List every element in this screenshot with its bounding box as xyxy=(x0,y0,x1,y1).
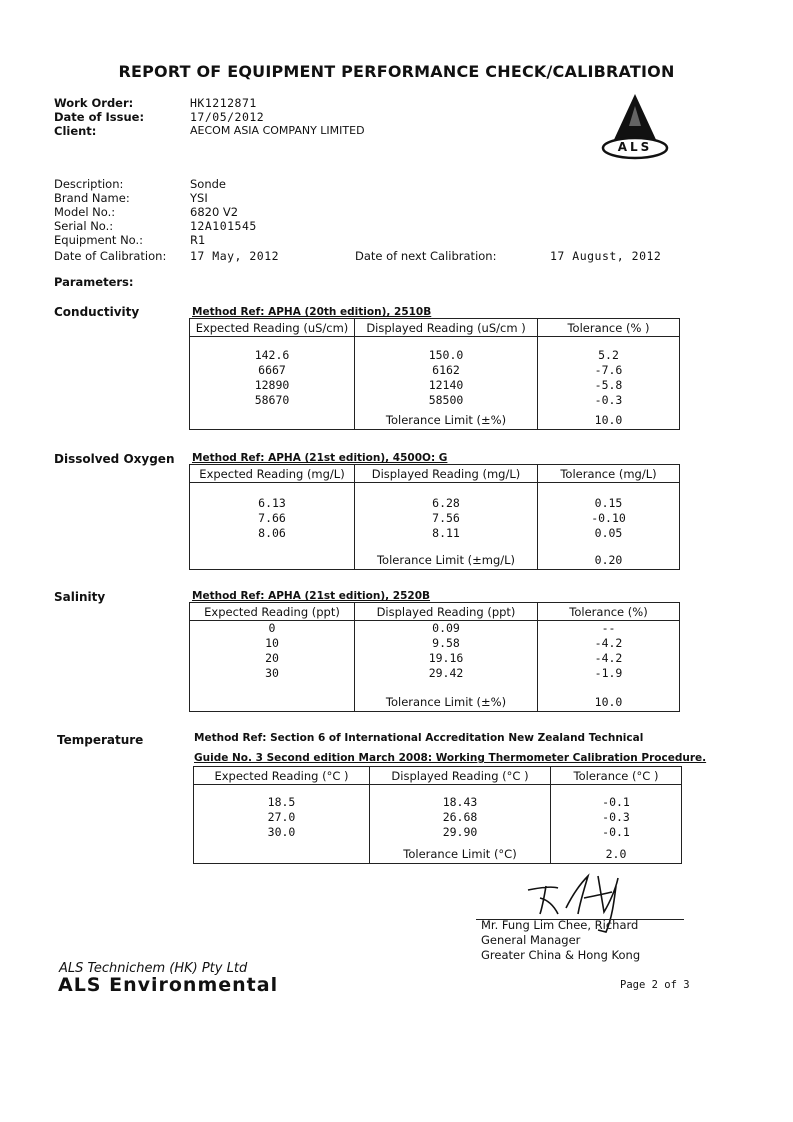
tolerance-value: -0.10 xyxy=(591,511,626,525)
salinity-heading: Salinity xyxy=(54,590,106,604)
tolerance-value: -5.8 xyxy=(594,378,623,392)
header-tolerance: Tolerance (mg/L) xyxy=(538,465,680,483)
header-tolerance: Tolerance (°C ) xyxy=(551,767,682,785)
displayed-value: 19.16 xyxy=(428,651,464,665)
expected-value: 142.6 xyxy=(254,348,290,362)
displayed-value: 6162 xyxy=(432,363,460,377)
client-value: AECOM ASIA COMPANY LIMITED xyxy=(190,124,365,137)
displayed-cell xyxy=(355,483,538,570)
displayed-value: 150.0 xyxy=(428,348,464,362)
header-displayed: Displayed Reading (uS/cm ) xyxy=(355,319,538,337)
header-tolerance: Tolerance (% ) xyxy=(538,319,680,337)
tolerance-value: -- xyxy=(601,621,616,635)
header-tolerance: Tolerance (%) xyxy=(538,603,680,621)
tolerance-value: 5.2 xyxy=(598,348,619,362)
description-value: Sonde xyxy=(190,177,226,191)
tolerance-cell xyxy=(538,483,680,570)
next-calibration-label: Date of next Calibration: xyxy=(355,249,497,263)
signatory-title: General Manager xyxy=(481,933,581,947)
header-expected: Expected Reading (ppt) xyxy=(190,603,355,621)
signatory-name: Mr. Fung Lim Chee, Richard xyxy=(481,918,639,932)
header-displayed: Displayed Reading (°C ) xyxy=(370,767,551,785)
tolerance-value: -4.2 xyxy=(594,636,623,650)
tolerance-value: -0.3 xyxy=(594,393,623,407)
page-number: Page 2 of 3 xyxy=(620,979,690,991)
expected-value: 7.66 xyxy=(258,511,286,525)
tolerance-value: -7.6 xyxy=(594,363,623,377)
expected-value: 18.5 xyxy=(267,795,296,809)
description-label: Description: xyxy=(54,177,124,191)
tolerance-cell xyxy=(538,621,680,712)
signatory-region: Greater China & Hong Kong xyxy=(481,948,641,962)
displayed-value: 26.68 xyxy=(442,810,478,824)
header-expected: Expected Reading (°C ) xyxy=(194,767,370,785)
displayed-cell xyxy=(355,621,538,712)
parameters-label: Parameters: xyxy=(54,275,134,289)
equipment-no-label: Equipment No.: xyxy=(54,233,144,247)
displayed-value: 8.11 xyxy=(432,526,460,540)
expected-value: 30 xyxy=(265,666,279,680)
header-expected: Expected Reading (uS/cm) xyxy=(190,319,355,337)
expected-value: 27.0 xyxy=(267,810,296,824)
displayed-value: 29.42 xyxy=(428,666,464,680)
brand-label: Brand Name: xyxy=(54,191,130,205)
displayed-cell xyxy=(355,337,538,430)
temperature-table xyxy=(193,766,682,864)
expected-value: 20 xyxy=(265,651,279,665)
header-expected: Expected Reading (mg/L) xyxy=(190,465,355,483)
model-value: 6820 V2 xyxy=(190,205,239,219)
conductivity-table xyxy=(189,318,680,430)
model-label: Model No.: xyxy=(54,205,116,219)
equipment-no-value: R1 xyxy=(190,233,206,247)
report-title: REPORT OF EQUIPMENT PERFORMANCE CHECK/CALIBRATION xyxy=(118,62,675,81)
tolerance-value: -4.2 xyxy=(594,651,623,665)
header-displayed: Displayed Reading (ppt) xyxy=(355,603,538,621)
calibration-date-value: 17 May, 2012 xyxy=(190,249,280,263)
expected-value: 30.0 xyxy=(267,825,296,839)
footer-brand-logo: ALS Environmental xyxy=(58,974,279,996)
tolerance-limit-label: Tolerance Limit (±%) xyxy=(385,695,507,709)
expected-cell xyxy=(190,337,355,430)
expected-value: 0 xyxy=(268,621,276,635)
tolerance-cell xyxy=(551,785,682,864)
displayed-value: 6.28 xyxy=(432,496,460,510)
work-order-label: Work Order: xyxy=(54,96,134,110)
next-calibration-value: 17 August, 2012 xyxy=(550,249,662,263)
serial-value: 12A101545 xyxy=(190,219,257,233)
displayed-value: 9.58 xyxy=(432,636,460,650)
tolerance-cell xyxy=(538,337,680,430)
client-label: Client: xyxy=(54,124,97,138)
displayed-value: 12140 xyxy=(428,378,464,392)
tolerance-limit-value: 10.0 xyxy=(594,695,623,709)
calibration-date-label: Date of Calibration: xyxy=(54,249,167,263)
expected-cell xyxy=(190,483,355,570)
footer-company: ALS Technichem (HK) Pty Ltd xyxy=(59,961,248,976)
dissolved-oxygen-table xyxy=(189,464,680,570)
tolerance-limit-label: Tolerance Limit (±%) xyxy=(385,413,507,427)
als-logo xyxy=(598,92,672,160)
displayed-value: 0.09 xyxy=(432,621,460,635)
dissolved-oxygen-heading: Dissolved Oxygen xyxy=(54,452,175,466)
expected-value: 6667 xyxy=(258,363,286,377)
tolerance-limit-value: 2.0 xyxy=(605,847,627,861)
expected-value: 12890 xyxy=(254,378,290,392)
displayed-value: 18.43 xyxy=(442,795,478,809)
serial-label: Serial No.: xyxy=(54,219,114,233)
logo-text: ALS xyxy=(617,140,653,154)
temperature-method-line1: Method Ref: Section 6 of International Accreditation New Zealand Technical xyxy=(194,732,644,744)
tolerance-value: -0.1 xyxy=(602,825,630,839)
temperature-method-line2: Guide No. 3 Second edition March 2008: Working Thermometer Calibration Procedure. xyxy=(194,752,707,764)
expected-value: 8.06 xyxy=(258,526,286,540)
conductivity-method: Method Ref: APHA (20th edition), 2510B xyxy=(192,306,432,318)
tolerance-value: -1.9 xyxy=(594,666,623,680)
tolerance-value: -0.1 xyxy=(602,795,630,809)
expected-value: 6.13 xyxy=(258,496,286,510)
expected-cell xyxy=(194,785,370,864)
expected-value: 10 xyxy=(265,636,279,650)
tolerance-value: 0.15 xyxy=(594,496,623,510)
date-of-issue-label: Date of Issue: xyxy=(54,110,145,124)
salinity-table xyxy=(189,602,680,712)
conductivity-heading: Conductivity xyxy=(54,305,140,319)
date-of-issue-value: 17/05/2012 xyxy=(190,110,265,124)
header-displayed: Displayed Reading (mg/L) xyxy=(355,465,538,483)
dissolved-oxygen-method: Method Ref: APHA (21st edition), 4500O: G xyxy=(192,452,448,464)
expected-cell xyxy=(190,621,355,712)
temperature-heading: Temperature xyxy=(57,733,144,747)
displayed-value: 7.56 xyxy=(432,511,460,525)
expected-value: 58670 xyxy=(254,393,290,407)
brand-value: YSI xyxy=(190,191,208,205)
displayed-cell xyxy=(370,785,551,864)
tolerance-value: -0.3 xyxy=(602,810,630,824)
tolerance-value: 0.05 xyxy=(594,526,623,540)
salinity-method: Method Ref: APHA (21st edition), 2520B xyxy=(192,590,431,602)
tolerance-limit-value: 0.20 xyxy=(594,553,623,567)
tolerance-limit-label: Tolerance Limit (±mg/L) xyxy=(376,553,516,567)
tolerance-limit-label: Tolerance Limit (°C) xyxy=(403,847,517,861)
displayed-value: 58500 xyxy=(428,393,464,407)
work-order-value: HK1212871 xyxy=(190,96,257,110)
tolerance-limit-value: 10.0 xyxy=(594,413,623,427)
displayed-value: 29.90 xyxy=(442,825,478,839)
